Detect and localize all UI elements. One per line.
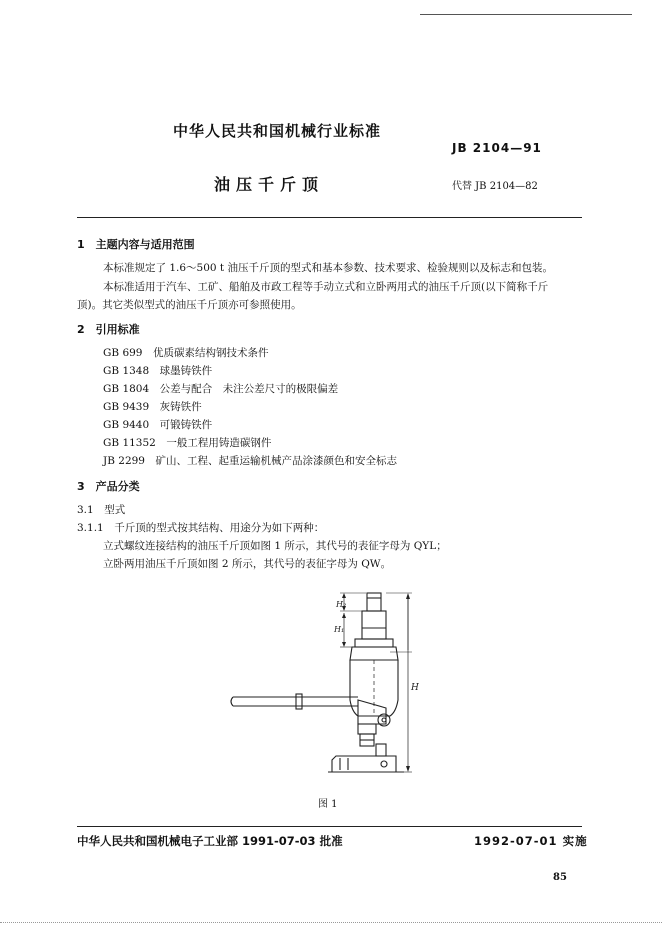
subsection-3-1-1: 3.1.1 千斤顶的型式按其结构、用途分为如下两种： — [77, 522, 325, 534]
reference-item: GB 9440 可锻铸铁件 — [103, 419, 213, 431]
reference-item: GB 11352 一般工程用铸造碳钢件 — [103, 437, 272, 449]
subsection-3-1: 3.1 型式 — [77, 504, 126, 516]
section-2-heading: 2 引用标准 — [77, 323, 140, 336]
section-1-paragraph-2: 本标准适用于汽车、工矿、船舶及市政工程等手动立式和立卧两用式的油压千斤顶(以下简称千斤 — [103, 281, 549, 293]
standard-number: JB 2104—91 — [452, 141, 542, 155]
reference-item: GB 699 优质碳素结构钢技术条件 — [103, 347, 269, 359]
issuing-organization: 中华人民共和国机械行业标准 — [173, 122, 382, 140]
section-3-heading: 3 产品分类 — [77, 480, 140, 493]
reference-item: GB 9439 灰铸铁件 — [103, 401, 202, 413]
dimension-label-h2: H₂ — [336, 600, 347, 609]
reference-item: GB 1348 球墨铸铁件 — [103, 365, 213, 377]
page-number: 85 — [553, 872, 567, 883]
section-1-heading: 1 主题内容与适用范围 — [77, 238, 195, 251]
reference-item: JB 2299 矿山、工程、起重运输机械产品涂漆颜色和安全标志 — [103, 455, 397, 467]
approval-statement: 中华人民共和国机械电子工业部 1991-07-03 批准 — [77, 834, 343, 848]
document-title: 油压千斤顶 — [214, 175, 325, 194]
dimension-label-h1: H₁ — [334, 625, 345, 634]
footer-divider — [77, 826, 582, 827]
reference-item: GB 1804 公差与配合 未注公差尺寸的极限偏差 — [103, 383, 339, 395]
bottom-scan-edge — [0, 922, 662, 924]
dimension-label-h: H — [411, 683, 419, 693]
section-1-paragraph-1: 本标准规定了 1.6～500 t 油压千斤顶的型式和基本参数、技术要求、检验规则以及标志和包装。 — [103, 262, 553, 274]
replaces-standard: 代替 JB 2104—82 — [452, 181, 538, 192]
figure-caption: 图 1 — [318, 799, 338, 810]
section-1-paragraph-2-cont: 顶)。其它类似型式的油压千斤顶亦可参照使用。 — [77, 299, 302, 311]
type-qw-description: 立卧两用油压千斤顶如图 2 所示，其代号的表征字母为 QW。 — [103, 558, 392, 570]
effective-date: 1992-07-01 实施 — [474, 834, 588, 848]
type-qyl-description: 立式螺纹连接结构的油压千斤顶如图 1 所示，其代号的表征字母为 QYL； — [103, 540, 447, 552]
